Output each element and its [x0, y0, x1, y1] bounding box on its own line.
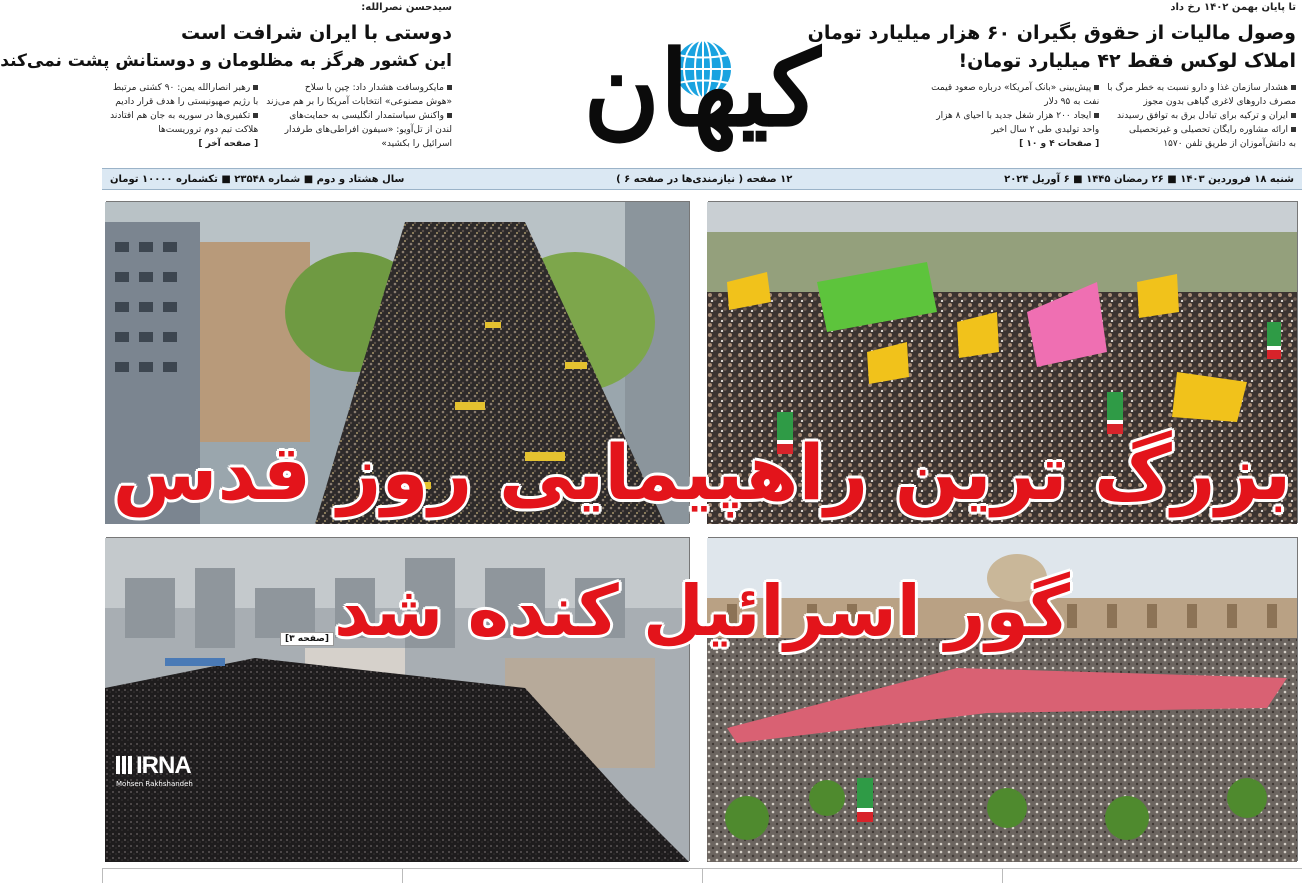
bullet-square-icon	[447, 113, 452, 118]
bullet-square-icon	[253, 85, 258, 90]
bullet-item: لندن از تل‌آویو: «سیفون افراطی‌های طرفدار	[284, 125, 452, 135]
masthead	[0, 0, 1302, 168]
right-kicker: تا پایان بهمن ۱۴۰۲ رخ داد	[1170, 2, 1296, 13]
irna-logo-icon	[116, 756, 134, 774]
bullet-square-icon	[1094, 85, 1099, 90]
bullet-square-icon	[447, 85, 452, 90]
main-headline[interactable]: بزرگ ترین راهپیمایی روز قدس	[112, 428, 1292, 517]
irna-agency-name: IRNA	[136, 752, 191, 779]
bullet-item: مصرف داروهای لاغری گیاهی بدون مجوز	[1143, 97, 1296, 107]
issue-date: شنبه ۱۸ فروردین ۱۴۰۳ ■ ۲۶ رمضان ۱۴۴۵ ■ ۶ آوریل ۲۰۲۴	[1004, 173, 1294, 185]
bullet-item: ایجاد ۲۰۰ هزار شغل جدید با احیای ۸ هزار	[931, 109, 1099, 123]
right-headline-1[interactable]: وصول مالیات از حقوق بگیران ۶۰ هزار میلیارد تومان	[807, 22, 1296, 44]
bullet-item: با رژیم صهیونیستی را هدف قرار دادیم	[115, 97, 259, 107]
bullet-item: واکنش سیاستمدار انگلیسی به حمایت‌های	[266, 109, 452, 123]
page-count: ۱۲ صفحه ( نیازمندی‌ها در صفحه ۶ )	[616, 173, 793, 185]
bullet-square-icon	[1094, 113, 1099, 118]
bullet-square-icon	[1291, 127, 1296, 132]
irna-watermark	[114, 748, 220, 790]
left-headline-1[interactable]: دوستی با ایران شرافت است	[180, 22, 452, 44]
masthead-right-column	[807, 0, 1296, 168]
photo-credit: Mohsen Rakhshandeh	[116, 780, 193, 788]
right-headline-2[interactable]: املاک لوکس فقط ۴۲ میلیارد تومان!	[958, 50, 1296, 72]
bullet-item: واحد تولیدی طی ۲ سال اخیر	[991, 125, 1100, 135]
bullet-square-icon	[1291, 113, 1296, 118]
sub-headline[interactable]: گور اسرائیل کنده شد	[333, 570, 1071, 652]
left-bullets-col-a	[266, 81, 452, 151]
bullet-item: پیش‌بینی «بانک آمریکا» درباره صعود قیمت	[931, 81, 1099, 95]
left-page-ref[interactable]: [ صفحه آخر ]	[198, 139, 259, 149]
bullet-item: ایران و ترکیه برای تبادل برق به توافق رسیدند	[1107, 109, 1296, 123]
date-info-strip	[102, 168, 1302, 190]
bullet-square-icon	[1291, 85, 1296, 90]
newspaper-logo[interactable]	[522, 10, 882, 160]
issue-number-price: سال هشتاد و دوم ■ شماره ۲۳۵۴۸ ■ تکشماره ۱۰۰۰۰ تومان	[110, 173, 405, 185]
bullet-item: به دانش‌آموزان از طریق تلفن ۱۵۷۰	[1163, 139, 1296, 149]
left-kicker: سیدحسن نصرالله:	[361, 2, 452, 13]
bullet-item: هشدار سازمان غذا و دارو نسبت به خطر مرگ با	[1107, 81, 1296, 95]
logo-wordmark: کیهان	[583, 27, 821, 150]
left-bullets	[108, 81, 452, 151]
bullet-item: رهبر انصارالله یمن: ۹۰ کشتی مرتبط	[108, 81, 258, 95]
footer-rule	[102, 868, 1302, 883]
front-page-photos	[102, 195, 1302, 863]
bullet-item: «هوش مصنوعی» انتخابات آمریکا را بر هم می‌زند	[266, 97, 452, 107]
bullet-item: تکفیری‌ها در سوریه به جان هم افتادند	[108, 109, 258, 123]
bullet-item: اسرائیل را بکشید»	[381, 139, 452, 149]
bullet-square-icon	[253, 113, 258, 118]
bullet-item: نفت به ۹۵ دلار	[1044, 97, 1100, 107]
photo-page-ref[interactable]: [صفحه ۳]	[280, 632, 334, 646]
right-page-ref[interactable]: [ صفحات ۴ و ۱۰ ]	[1019, 139, 1100, 149]
left-headline-2[interactable]: این کشور هرگز به مظلومان و دوستانش پشت نمی‌کند	[0, 51, 452, 71]
bullet-item: ارائه مشاوره رایگان تحصیلی و غیرتحصیلی	[1107, 123, 1296, 137]
right-bullets-col-b	[931, 81, 1099, 151]
bullet-item: هلاکت تیم دوم تروریست‌ها	[158, 125, 259, 135]
bullet-item: مایکروسافت هشدار داد: چین با سلاح	[266, 81, 452, 95]
right-bullets-col-a	[1107, 81, 1296, 151]
left-bullets-col-b	[108, 81, 258, 151]
masthead-left-column	[0, 0, 452, 168]
right-bullets	[931, 81, 1296, 151]
